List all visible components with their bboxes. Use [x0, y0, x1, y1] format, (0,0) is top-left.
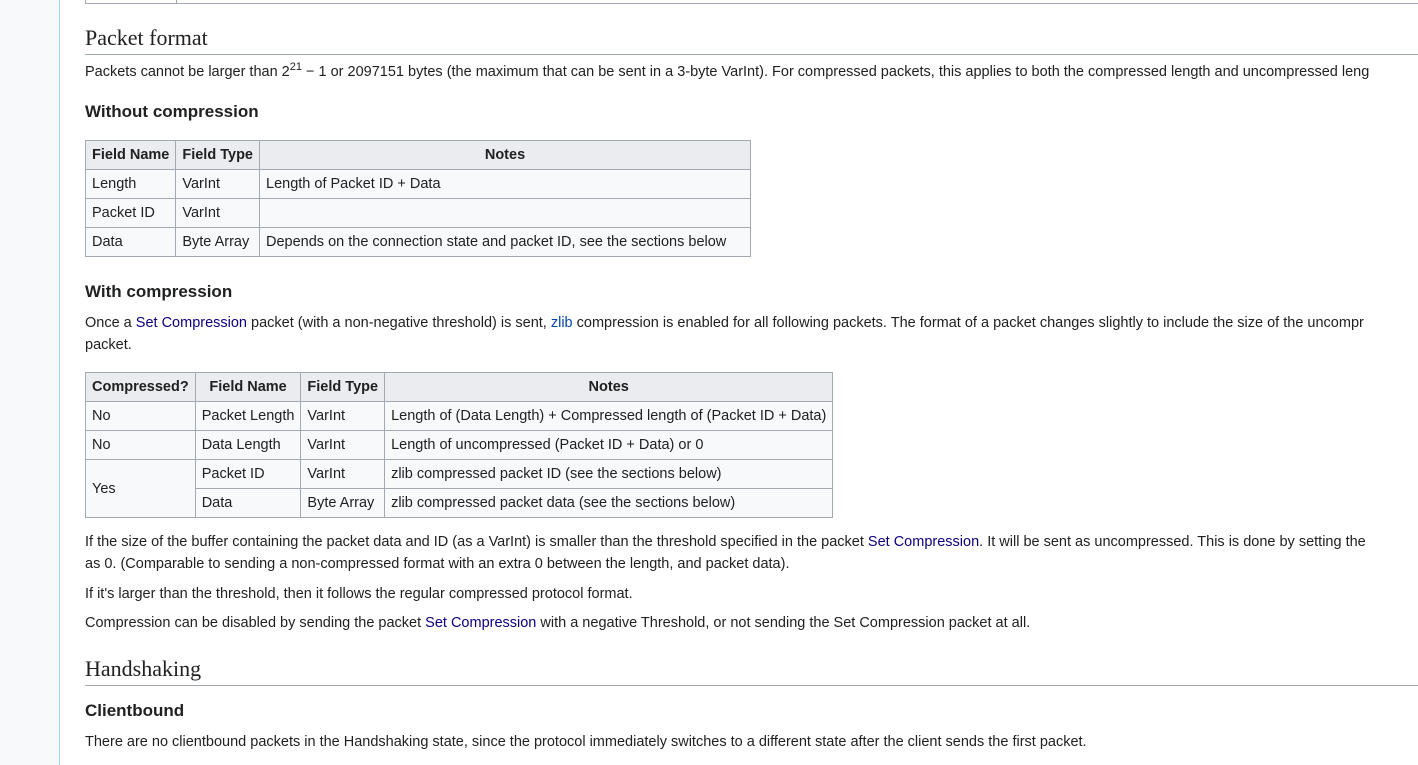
table-row [86, 228, 751, 257]
table-row [86, 402, 833, 431]
table-cell: Length of uncompressed (Packet ID + Data) or 0 [385, 431, 833, 460]
zlib-link[interactable]: zlib [550, 315, 573, 331]
content-area [59, 0, 1418, 765]
set-compression-link[interactable]: Set Compression [135, 315, 247, 331]
disable-compression-paragraph [85, 612, 1030, 634]
column-header: Field Type [301, 373, 385, 402]
larger-than-threshold-paragraph [85, 583, 633, 605]
paragraph-text: There are no clientbound packets in the Handshaking state, since the protocol immediately switches to a different state after the client sends the first packet. [85, 734, 1087, 750]
set-compression-link[interactable]: Set Compression [425, 615, 537, 631]
clientbound-section [85, 700, 184, 722]
table-cell: No [86, 431, 196, 460]
without-compression-section [85, 101, 259, 123]
table-cell [260, 199, 751, 228]
paragraph-text: . It will be sent as uncompressed. This is done by setting the [979, 534, 1366, 550]
table-cell: Packet ID [86, 199, 176, 228]
set-compression-link[interactable]: Set Compression [867, 534, 980, 550]
packet-format-intro [85, 61, 1369, 83]
table-row [86, 460, 833, 489]
threshold-paragraph [85, 531, 1366, 575]
table-cell: Length of Packet ID + Data [260, 170, 751, 199]
with-compression-table-wrap [85, 372, 833, 518]
table-header-row [86, 373, 833, 402]
table-cell: VarInt [176, 170, 260, 199]
column-header: Notes [385, 373, 833, 402]
clientbound-paragraph [85, 731, 1087, 753]
with-compression-table [85, 372, 833, 518]
clientbound-heading: Clientbound [85, 701, 185, 720]
table-cell: VarInt [176, 199, 260, 228]
without-compression-table-wrap [85, 140, 751, 257]
table-cell: VarInt [301, 402, 385, 431]
column-header: Notes [260, 141, 751, 170]
table-cell: VarInt [301, 460, 385, 489]
paragraph-text: If the size of the buffer containing the packet data and ID (as a VarInt) is smaller than the threshold specified in the packet [85, 534, 868, 550]
table-cell: Byte Array [176, 228, 260, 257]
without-compression-heading: Without compression [85, 102, 259, 121]
paragraph-text: If it's larger than the threshold, then it follows the regular compressed protocol format. [85, 586, 633, 602]
table-cell: Yes [86, 460, 196, 518]
table-cell: Depends on the connection state and packet ID, see the sections below [260, 228, 751, 257]
table-cell: Data Length [195, 431, 301, 460]
table-cell: Length [86, 170, 176, 199]
intro-text: Once a [85, 315, 136, 331]
table-cell: Data [86, 228, 176, 257]
handshaking-heading: Handshaking [85, 655, 1418, 686]
table-cell: Data [195, 489, 301, 518]
table-cell: Packet ID [195, 460, 301, 489]
intro-text: packet (with a non-negative threshold) is sent, [247, 315, 551, 331]
handshaking-section [85, 655, 1418, 686]
column-header: Field Name [86, 141, 176, 170]
intro-text-after: − 1 or 2097151 bytes (the maximum that can be sent in a 3-byte VarInt). For compressed packets, this applies to both the compressed length and uncompressed leng [302, 64, 1370, 80]
table-cell: Length of (Data Length) + Compressed length of (Packet ID + Data) [385, 402, 833, 431]
paragraph-text-line2: as 0. (Comparable to sending a non-compressed format with an extra 0 between the length, and packet data). [85, 556, 790, 572]
column-header: Compressed? [86, 373, 196, 402]
table-cell: zlib compressed packet ID (see the sections below) [385, 460, 833, 489]
table-row [86, 170, 751, 199]
paragraph-text: with a negative Threshold, or not sending the Set Compression packet at all. [536, 615, 1031, 631]
intro-text-before: Packets cannot be larger than 2 [85, 64, 290, 80]
packet-format-section [85, 24, 1418, 55]
table-row [86, 489, 833, 518]
table-cell: Packet Length [195, 402, 301, 431]
packet-format-heading: Packet format [85, 24, 1418, 55]
intro-text: compression is enabled for all following packets. The format of a packet changes slightly to include the size of the uncompr [572, 315, 1364, 331]
table-cell: No [86, 402, 196, 431]
table-row [86, 199, 751, 228]
table-header-row [86, 141, 751, 170]
column-header: Field Name [195, 373, 301, 402]
with-compression-intro [85, 312, 1364, 356]
column-header: Field Type [176, 141, 260, 170]
intro-exponent: 21 [289, 61, 302, 73]
with-compression-heading: With compression [85, 282, 233, 301]
intro-text-line2: packet. [85, 337, 132, 353]
without-compression-table [85, 140, 751, 257]
with-compression-section [85, 281, 232, 303]
table-cell: Byte Array [301, 489, 385, 518]
paragraph-text: Compression can be disabled by sending the packet [85, 615, 426, 631]
table-row [86, 431, 833, 460]
table-cell: zlib compressed packet data (see the sections below) [385, 489, 833, 518]
table-cell: VarInt [301, 431, 385, 460]
previous-table-bottom [85, 0, 1418, 4]
